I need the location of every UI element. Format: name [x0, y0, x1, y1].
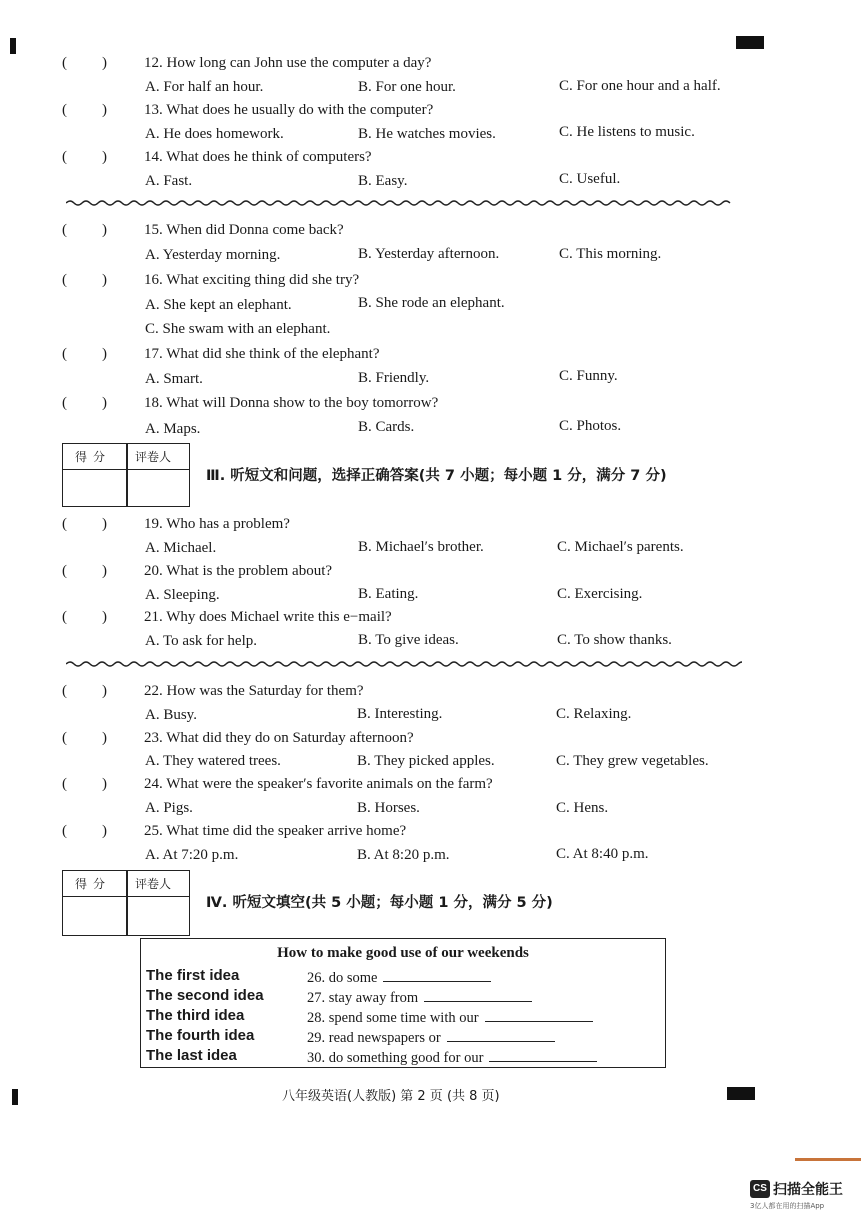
row-item: 26. do some: [307, 967, 491, 987]
answer-blank-28[interactable]: [485, 1007, 593, 1022]
question-text: What exciting thing did she try?: [166, 272, 360, 288]
option-b: B. Friendly.: [358, 370, 430, 386]
question-num: 17: [144, 346, 159, 362]
table-title: How to make good use of our weekends: [277, 945, 529, 961]
option-a: A. Busy.: [145, 707, 197, 723]
scan-mark-top-right: [736, 36, 764, 49]
question-text: What does he usually do with the computer?: [166, 102, 434, 118]
wavy-divider: [66, 659, 742, 669]
option-a: A. Michael.: [145, 540, 217, 556]
option-c: C. She swam with an elephant.: [145, 321, 331, 337]
question-num: 21: [144, 609, 159, 625]
option-a: A. Maps.: [145, 421, 201, 437]
grader-label: 评卷人: [135, 450, 172, 464]
row-label: The third idea: [146, 1007, 245, 1024]
question-num: 19: [144, 516, 159, 532]
question-num: 16: [144, 272, 159, 288]
option-b: B. At 8:20 p.m.: [357, 847, 450, 863]
question-text: Why does Michael write this e−mail?: [166, 609, 392, 625]
question-text: How long can John use the computer a day?: [166, 55, 432, 71]
option-c: C. Relaxing.: [556, 706, 632, 722]
wavy-divider: [66, 198, 742, 208]
question-num: 15: [144, 222, 159, 238]
option-a: A. At 7:20 p.m.: [145, 847, 239, 863]
scan-mark-bottom-left: [12, 1089, 18, 1105]
row-label: The fourth idea: [146, 1027, 255, 1044]
option-b: B. To give ideas.: [358, 632, 459, 648]
option-c: C. At 8:40 p.m.: [556, 846, 649, 862]
option-b: B. Eating.: [358, 586, 419, 602]
question-text: How was the Saturday for them?: [166, 683, 364, 699]
option-c: C. Useful.: [559, 171, 621, 187]
section-4-title: Ⅳ. 听短文填空(共 5 小题；每小题 1 分，满分 5 分): [206, 895, 553, 911]
option-c: C. Exercising.: [557, 586, 643, 602]
question-text: Who has a problem?: [166, 516, 290, 532]
row-label: The first idea: [146, 967, 240, 984]
answer-blank-29[interactable]: [447, 1027, 555, 1042]
row-item: 29. read newspapers or: [307, 1027, 555, 1047]
option-c: C. Hens.: [556, 800, 609, 816]
answer-blank-26[interactable]: [383, 967, 491, 982]
option-b: B. He watches movies.: [358, 126, 496, 142]
option-a: A. He does homework.: [145, 126, 284, 142]
scan-mark-top-left: [10, 38, 16, 54]
section-3-title: Ⅲ. 听短文和问题，选择正确答案(共 7 小题；每小题 1 分，满分 7 分): [206, 468, 667, 484]
option-b: B. Horses.: [357, 800, 420, 816]
row-item: 28. spend some time with our: [307, 1007, 593, 1027]
question-num: 22: [144, 683, 159, 699]
score-box: [62, 443, 190, 507]
answer-blank-30[interactable]: [489, 1047, 597, 1062]
option-c: C. Michael′s parents.: [557, 539, 684, 555]
option-b: B. They picked apples.: [357, 753, 495, 769]
question-text: What time did the speaker arrive home?: [166, 823, 407, 839]
option-a: A. Fast.: [145, 173, 193, 189]
row-item: 27. stay away from: [307, 987, 532, 1007]
answer-blank-27[interactable]: [424, 987, 532, 1002]
question-text: What did she think of the elephant?: [166, 346, 380, 362]
logo-name: 扫描全能王: [773, 1182, 843, 1198]
question-num: 13: [144, 102, 159, 118]
question-num: 14: [144, 149, 159, 165]
option-c: C. He listens to music.: [559, 124, 695, 140]
option-c: C. They grew vegetables.: [556, 753, 709, 769]
option-c: C. To show thanks.: [557, 632, 672, 648]
fill-in-table: [140, 938, 666, 1068]
option-b: B. She rode an elephant.: [358, 295, 505, 311]
question-num: 18: [144, 395, 159, 411]
option-c: C. Funny.: [559, 368, 618, 384]
option-a: A. Sleeping.: [145, 587, 220, 603]
question-num: 24: [144, 776, 159, 792]
option-b: B. Easy.: [358, 173, 408, 189]
option-a: A. For half an hour.: [145, 79, 264, 95]
question-text: What does he think of computers?: [166, 149, 372, 165]
question-num: 25: [144, 823, 159, 839]
scan-mark-bottom-right: [727, 1087, 755, 1100]
option-a: A. To ask for help.: [145, 633, 257, 649]
question-num: 23: [144, 730, 159, 746]
option-a: A. They watered trees.: [145, 753, 281, 769]
question-text: What did they do on Saturday afternoon?: [166, 730, 414, 746]
option-b: B. Interesting.: [357, 706, 443, 722]
question-text: What is the problem about?: [166, 563, 333, 579]
row-label: The second idea: [146, 987, 264, 1004]
question-text: When did Donna come back?: [166, 222, 344, 238]
option-b: B. Michael′s brother.: [358, 539, 484, 555]
question-text: What will Donna show to the boy tomorrow?: [166, 395, 439, 411]
option-b: B. Cards.: [358, 419, 415, 435]
grader-label: 评卷人: [135, 877, 172, 891]
option-b: B. Yesterday afternoon.: [358, 246, 500, 262]
scanner-logo: [750, 1179, 843, 1210]
logo-tagline: 3亿人都在用的扫描App: [750, 1202, 825, 1210]
row-label: The last idea: [146, 1047, 237, 1064]
option-a: A. She kept an elephant.: [145, 297, 292, 313]
score-box: [62, 870, 190, 936]
option-c: C. Photos.: [559, 418, 622, 434]
option-c: C. For one hour and a half.: [559, 78, 721, 94]
question-num: 20: [144, 563, 159, 579]
option-b: B. For one hour.: [358, 79, 456, 95]
option-c: C. This morning.: [559, 246, 662, 262]
question-num: 12: [144, 55, 159, 71]
cs-logo-icon: CS: [750, 1180, 770, 1198]
option-a: A. Smart.: [145, 371, 203, 387]
row-item: 30. do something good for our: [307, 1047, 597, 1067]
score-label: 得分: [75, 877, 112, 891]
score-label: 得分: [75, 450, 112, 464]
option-a: A. Pigs.: [145, 800, 193, 816]
option-a: A. Yesterday morning.: [145, 247, 281, 263]
scan-edge-line: [795, 1158, 861, 1161]
page-footer: 八年级英语(人教版) 第 2 页 (共 8 页): [282, 1089, 500, 1104]
question-text: What were the speaker′s favorite animals on the farm?: [166, 776, 493, 792]
